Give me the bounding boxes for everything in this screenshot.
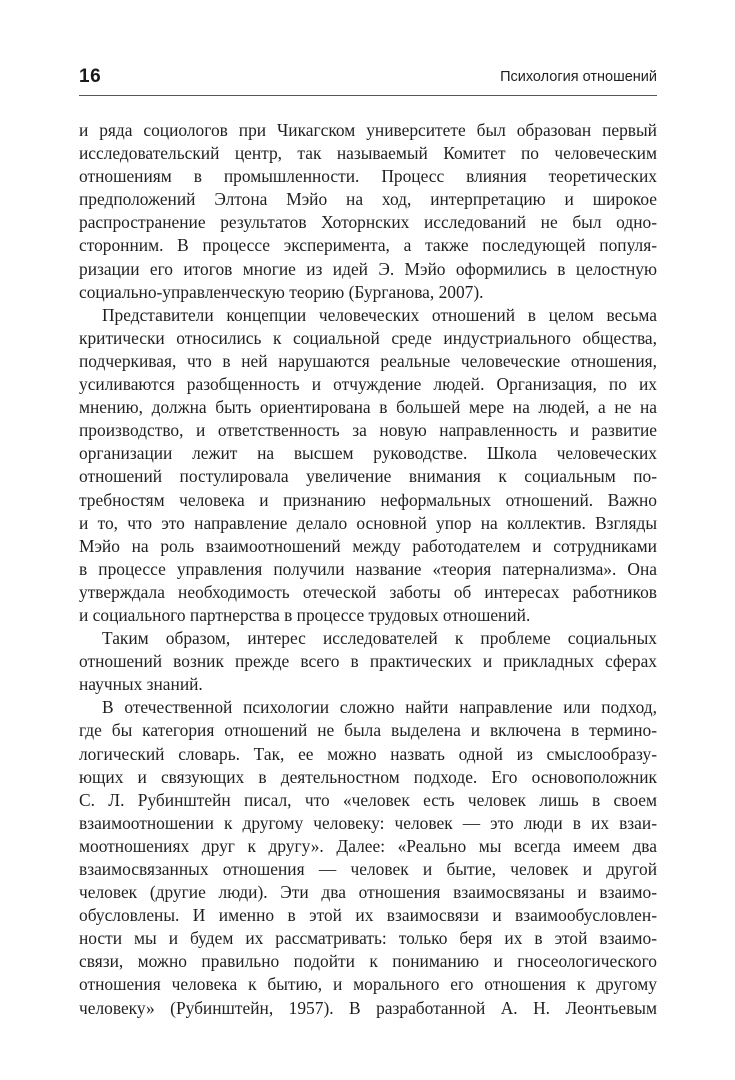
paragraph-4	[79, 696, 657, 1019]
text-line: связи, можно правильно подойти к пониманию и гносеологического	[79, 951, 657, 972]
text-line: требностям человека и признанию неформальных отношений. Важно	[79, 489, 657, 510]
text-line: и то, что это направление делало основной упор на коллектив. Взгляды	[79, 512, 657, 533]
running-title: Психология отношений	[500, 69, 657, 85]
text-line: научных знаний.	[79, 674, 203, 695]
text-line: ности мы и будем их рассматривать: только беря их в этой взаимо-	[79, 928, 657, 949]
text-line: В отечественной психологии сложно найти направление или подход,	[102, 697, 657, 718]
body-text	[79, 119, 657, 1020]
text-line: Мэйо на роль взаимоотношений между работодателем и сотрудниками	[79, 535, 657, 556]
header-divider	[79, 95, 657, 96]
text-line: критически относились к социальной среде индустриального общества,	[79, 327, 657, 348]
text-line: производство, и ответственность за новую направленность и развитие	[79, 420, 657, 441]
text-line: распространение результатов Хоторнских исследований не был одно-	[79, 212, 657, 233]
text-line: отношения человека к бытию, и морального его отношения к другому	[79, 974, 657, 995]
text-line: исследовательский центр, так называемый Комитет по человеческим	[79, 143, 657, 164]
text-line: человек (другие люди). Эти два отношения взаимосвязаны и взаимо-	[79, 882, 657, 903]
text-line: социально-управленческую теорию (Бурганова, 2007).	[79, 281, 484, 302]
text-line: взаимосвязанных отношения — человек и бытие, человек и другой	[79, 859, 657, 879]
text-line: взаимоотношении к другому человеку: человек — это люди в их взаи-	[79, 812, 657, 833]
text-line: Представители концепции человеческих отношений в целом весьма	[102, 304, 657, 325]
text-line: утверждала необходимость отеческой заботы об интересах работников	[79, 581, 657, 602]
text-line: С. Л. Рубинштейн писал, что «человек есть человек лишь в своем	[79, 789, 657, 810]
page-number: 16	[79, 66, 102, 87]
text-line: подчеркивая, что в ней нарушаются реальные человеческие отношения,	[79, 350, 657, 371]
text-line: отношениям в промышленности. Процесс влияния теоретических	[79, 166, 657, 187]
text-line: ющих и связующих в деятельностном подходе. Его основоположник	[79, 766, 657, 787]
text-line: усиливаются разобщенность и отчуждение людей. Организация, по их	[79, 374, 657, 395]
text-line: отношений постулировала увеличение внимания к социальным по-	[79, 466, 657, 487]
text-line: сторонним. В процессе эксперимента, а также последующей популя-	[79, 235, 657, 256]
text-line: мнению, должна быть ориентирована в большей мере на людей, а не на	[79, 397, 657, 418]
text-line: моотношениях друг к другу». Далее: «Реально мы всегда имеем два	[79, 835, 657, 856]
page-header	[79, 64, 657, 92]
text-line: и социального партнерства в процессе трудовых отношений.	[79, 604, 531, 625]
text-line: человеку» (Рубинштейн, 1957). В разработанной А. Н. Леонтьевым	[79, 997, 657, 1018]
paragraph-1	[79, 119, 657, 304]
text-line: организации лежит на высшем руководстве. Школа человеческих	[79, 443, 657, 464]
text-line: предположений Элтона Мэйо на ход, интерпретацию и широкое	[79, 189, 657, 210]
text-line: и ряда социологов при Чикагском университете был образован первый	[79, 120, 657, 140]
text-line: Таким образом, интерес исследователей к проблеме социальных	[102, 628, 657, 649]
text-line: логический словарь. Так, ее можно назвать одной из смыслообразу-	[79, 743, 657, 764]
text-line: обусловлены. И именно в этой их взаимосвязи и взаимообусловлен-	[79, 905, 657, 926]
paragraph-3	[79, 627, 657, 696]
text-line: где бы категория отношений не была выделена и включена в термино-	[79, 720, 657, 741]
text-line: в процессе управления получили название «теория патернализма». Она	[79, 558, 657, 579]
paragraph-2	[79, 304, 657, 627]
text-line: отношений возник прежде всего в практических и прикладных сферах	[79, 651, 657, 672]
text-line: ризации его итогов многие из идей Э. Мэйо оформились в целостную	[79, 258, 657, 279]
